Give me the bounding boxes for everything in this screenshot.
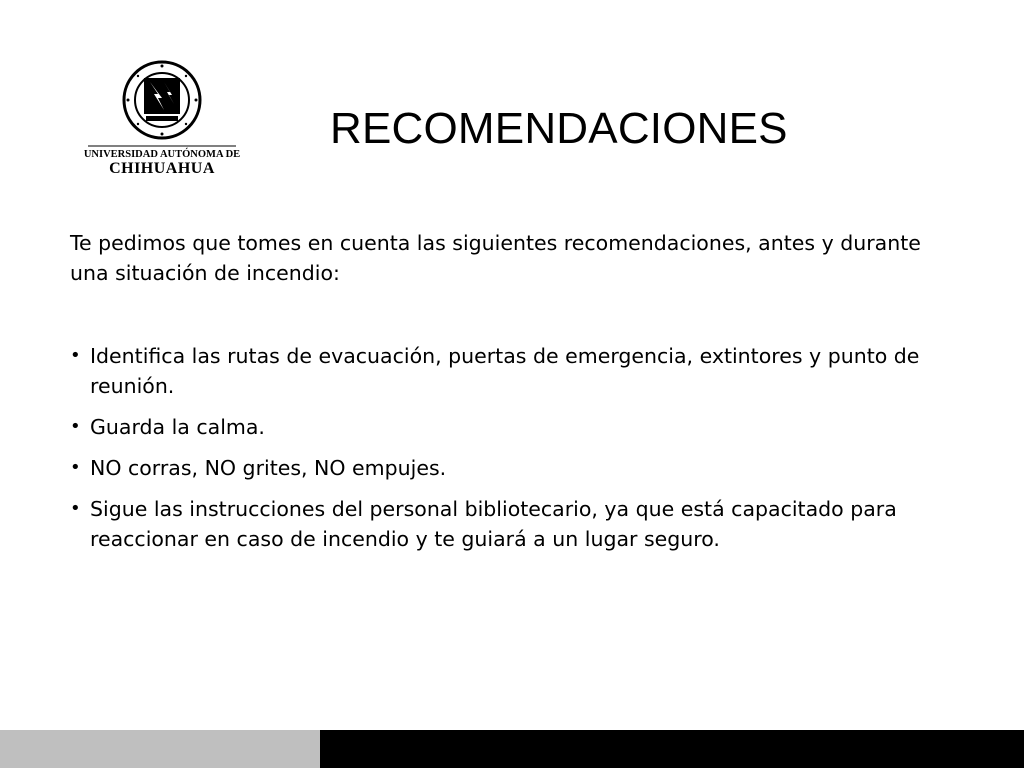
logo-line1: UNIVERSIDAD AUTÓNOMA DE xyxy=(84,149,240,160)
list-item xyxy=(70,453,950,483)
list-item-text: Guarda la calma. xyxy=(90,415,265,439)
logo-line2: CHIHUAHUA xyxy=(109,160,215,176)
list-item-text: Identifica las rutas de evacuación, puertas de emergencia, extintores y punto de reunión. xyxy=(90,344,920,398)
intro-text: Te pedimos que tomes en cuenta las siguientes recomendaciones, antes y durante una situación de incendio: xyxy=(70,231,921,285)
footer-black-block xyxy=(320,730,1024,768)
bullet-icon: • xyxy=(70,457,81,478)
university-seal-icon xyxy=(84,60,240,176)
list-item xyxy=(70,341,950,401)
slide-title: RECOMENDACIONES xyxy=(330,104,788,153)
list-item xyxy=(70,494,950,554)
footer-bar xyxy=(0,730,1024,768)
bullet-icon: • xyxy=(70,416,81,437)
recommendations-list xyxy=(70,341,950,565)
bullet-icon: • xyxy=(70,498,81,519)
footer-gray-block xyxy=(0,730,320,768)
university-logo xyxy=(84,60,240,176)
list-item-text: NO corras, NO grites, NO empujes. xyxy=(90,456,447,480)
bullet-icon: • xyxy=(70,345,81,366)
list-item-text: Sigue las instrucciones del personal bibliotecario, ya que está capacitado para reaccionar en caso de incendio y te guiará a un lugar seguro. xyxy=(90,497,897,551)
list-item xyxy=(70,412,950,442)
